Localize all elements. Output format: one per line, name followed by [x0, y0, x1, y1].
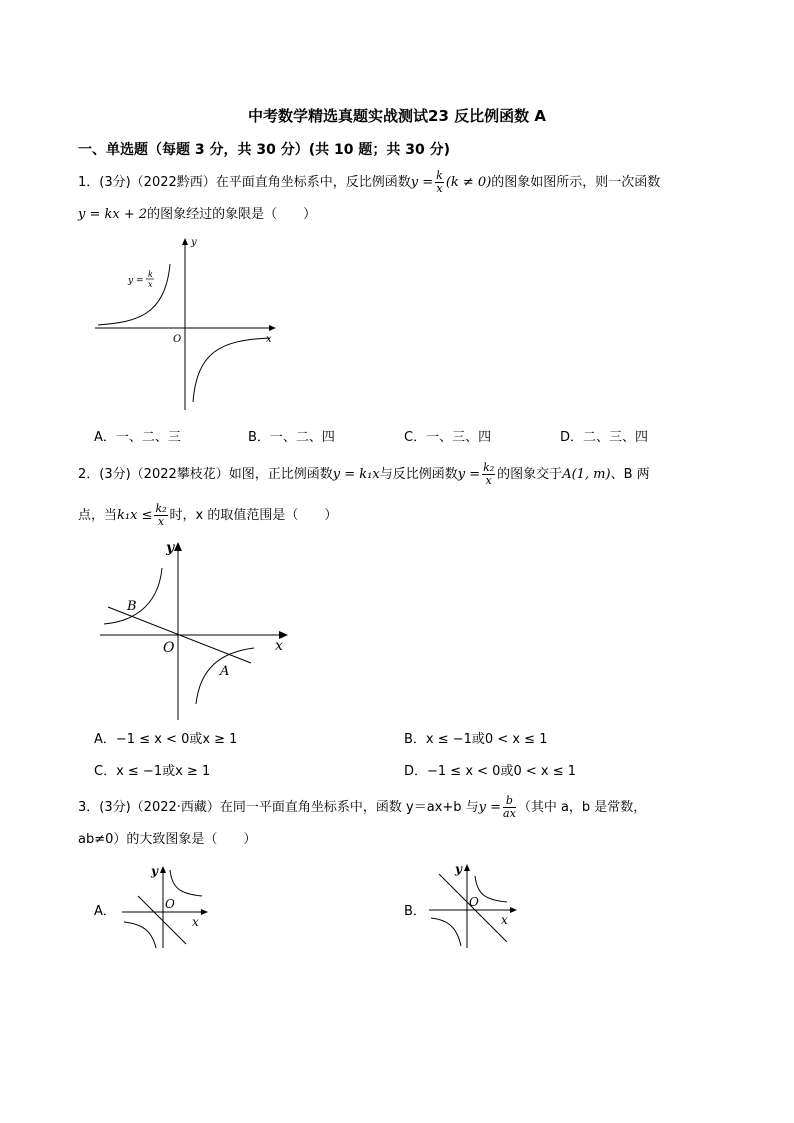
q2-label-b: B: [127, 599, 137, 614]
q2-line2-num: k₂: [155, 502, 167, 515]
q3b-curve-lower: [431, 918, 461, 946]
q3a-label-y: y: [151, 864, 158, 878]
q3-frac-den: ax: [503, 807, 516, 820]
q3-option-a[interactable]: A．: [94, 904, 116, 919]
q1-func-y: y =: [410, 175, 434, 190]
q2-fraction: [482, 462, 495, 487]
q1-curve-right: [193, 338, 270, 402]
q2-point-a: A(1, m): [562, 467, 611, 482]
q1-label-y: y: [191, 237, 197, 248]
page-title: 中考数学精选真题实战测试23 反比例函数 A: [248, 107, 546, 125]
q2-option-d[interactable]: D．−1 ≤ x < 0或0 < x ≤ 1: [404, 764, 577, 779]
q1-label-o: O: [173, 334, 182, 345]
q2-frac-num: k₂: [483, 461, 495, 474]
q3a-y-arrow-icon: [160, 866, 166, 873]
q2-frac-den: x: [485, 474, 492, 487]
question-2-line-2: [78, 503, 337, 528]
q1-curve-left: [98, 264, 170, 325]
q1-label-fn-y: y =: [128, 276, 144, 286]
q1-x-arrow-icon: [269, 325, 276, 331]
q1-fraction: [435, 170, 444, 195]
q2-line2-den: x: [157, 515, 165, 528]
q3a-label-o: O: [165, 897, 175, 911]
q2-line2-prefix: 点，当: [78, 508, 118, 523]
q1-suffix: 的图象如图所示，则一次函数: [491, 175, 661, 190]
q1-condition: (k ≠ 0): [445, 175, 492, 190]
q1-option-d[interactable]: D．二、三、四: [560, 430, 649, 445]
question-2-line-1: [78, 462, 650, 487]
q2-expr1: y = k₁x: [332, 467, 380, 482]
q3a-x-arrow-icon: [201, 909, 208, 915]
q2-line2-fraction: [154, 503, 167, 528]
q2-suffix: 的图象交于: [497, 467, 563, 482]
q3b-curve-upper: [475, 876, 507, 902]
q2-suffix2: 、B 两: [610, 467, 650, 482]
q2-label-x: x: [275, 638, 283, 654]
q3-frac-num: b: [503, 795, 516, 808]
q1-frac-den: x: [436, 182, 443, 195]
q2-func-y: y =: [457, 467, 481, 482]
q3-suffix: （其中 a，b 是常数，: [517, 800, 647, 815]
q3-option-b-graph[interactable]: [425, 858, 520, 953]
q2-label-a: A: [220, 664, 230, 679]
q2-option-a[interactable]: A．−1 ≤ x < 0或x ≥ 1: [94, 732, 238, 747]
q2-option-b[interactable]: B．x ≤ −1或0 < x ≤ 1: [404, 732, 548, 747]
question-3-line-1: [78, 795, 646, 820]
q1-label-fn-num: k: [148, 270, 153, 279]
q3b-y-arrow-icon: [464, 864, 470, 871]
q1-option-c[interactable]: C．一、三、四: [404, 430, 492, 445]
q1-y-arrow-icon: [182, 238, 188, 245]
q2-label-o: O: [163, 640, 175, 656]
section-heading: 一、单选题（每题 3 分，共 30 分）(共 10 题；共 30 分): [78, 142, 450, 158]
q3a-curve-lower: [124, 922, 156, 948]
q3b-label-y: y: [455, 862, 462, 876]
q3a-line: [138, 896, 186, 944]
q2-label-y: y: [166, 540, 175, 556]
q1-line2-suffix: 的图象经过的象限是（ ）: [147, 207, 317, 222]
q3a-label-x: x: [192, 915, 199, 929]
q2-y-arrow-icon: [174, 542, 182, 551]
q3-option-a-graph[interactable]: [118, 860, 210, 952]
q2-mid: 与反比例函数: [379, 467, 458, 482]
q1-option-b[interactable]: B．一、二、四: [248, 430, 335, 445]
q2-line2-suffix: 时，x 的取值范围是（ ）: [169, 508, 338, 523]
q1-label-fn-den: x: [148, 280, 153, 289]
q3-fraction: [503, 795, 516, 820]
q2-curve-left: [104, 568, 162, 624]
q3b-x-arrow-icon: [510, 907, 517, 913]
q1-option-a[interactable]: A．一、二、三: [94, 430, 181, 445]
q1-graph: [90, 232, 285, 414]
q1-label-x: x: [266, 334, 272, 345]
q2-option-c[interactable]: C．x ≤ −1或x ≥ 1: [94, 764, 211, 779]
question-1-line-1: [78, 170, 660, 195]
q3-func-y: y =: [478, 800, 502, 815]
q1-prefix: 1．(3分)（2022黔西）在平面直角坐标系中，反比例函数: [78, 175, 411, 190]
question-3-line-2: ab≠0）的大致图象是（ ）: [78, 832, 257, 847]
q1-linear-expr: y = kx + 2: [78, 207, 148, 222]
q3-option-b[interactable]: B．: [404, 904, 426, 919]
question-1-line-2: [78, 205, 316, 225]
q1-frac-num: k: [436, 169, 443, 182]
q2-graph: [96, 538, 296, 723]
q3a-curve-upper: [170, 870, 202, 896]
q3b-label-o: O: [469, 895, 479, 909]
q2-prefix: 2．(3分)（2022攀枝花）如图，正比例函数: [78, 467, 333, 482]
q3b-label-x: x: [501, 913, 508, 927]
q3-prefix: 3．(3分)（2022·西藏）在同一平面直角坐标系中，函数 y＝ax+b 与: [78, 800, 479, 815]
q2-line2-expr: k₁x ≤: [117, 508, 153, 523]
